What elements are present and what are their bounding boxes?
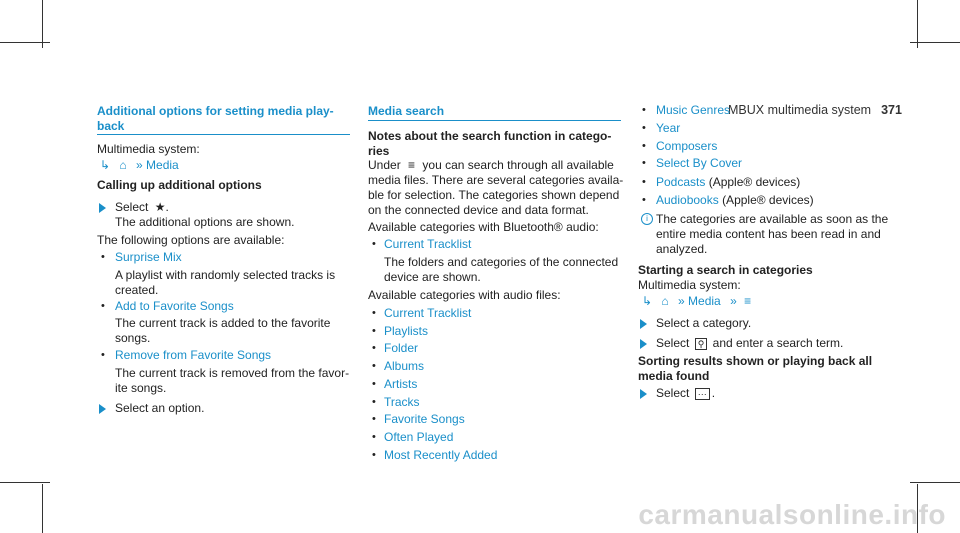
bullet: •	[372, 449, 376, 461]
bullet: •	[372, 396, 376, 408]
option-desc: songs.	[115, 331, 151, 345]
chevron-right-icon: »	[678, 294, 685, 308]
path-media: Media	[688, 294, 721, 308]
subhead-starting-search: Starting a search in categories	[638, 263, 813, 277]
bullet: •	[372, 325, 376, 337]
cat-item: Music Genres	[656, 103, 731, 117]
podcasts-link: Podcasts	[656, 175, 706, 189]
page-number: 371	[881, 103, 902, 117]
bullet: •	[642, 104, 646, 116]
note-line: entire media content has been read in and	[656, 227, 881, 241]
crop-mark	[0, 482, 50, 483]
return-arrow-icon: ↳	[100, 158, 111, 172]
bullet: •	[642, 194, 646, 206]
home-icon: ⌂	[661, 294, 669, 308]
crop-mark	[917, 0, 918, 48]
cat-item: Composers	[656, 139, 718, 153]
watermark: carmanualsonline.info	[638, 499, 946, 530]
step-arrow-icon	[99, 203, 106, 213]
step-result: The additional options are shown.	[115, 215, 295, 229]
step-text-after: .	[165, 200, 169, 214]
subhead-notes	[368, 129, 611, 159]
bullet: •	[372, 342, 376, 354]
subhead-calling-up: Calling up additional options	[97, 178, 262, 192]
af-item: Often Played	[384, 430, 454, 444]
audiobooks-link: Audiobooks	[656, 193, 719, 207]
cat-item: Year	[656, 121, 681, 135]
af-item: Folder	[384, 341, 419, 355]
bullet: •	[101, 349, 105, 361]
step-arrow-icon	[640, 389, 647, 399]
cat-item-podcasts	[656, 175, 800, 190]
section-rule	[97, 134, 350, 135]
step-arrow-icon	[640, 319, 647, 329]
bullet: •	[372, 360, 376, 372]
bullet: •	[372, 378, 376, 390]
option-surprise-mix: Surprise Mix	[115, 250, 182, 264]
subhead-sorting	[638, 354, 872, 384]
cat-item-audiobooks	[656, 193, 814, 208]
search-icon: ⚲	[695, 338, 708, 350]
section-rule	[368, 120, 621, 121]
step-select-more	[656, 386, 715, 401]
home-icon: ⌂	[119, 158, 127, 172]
af-item: Current Tracklist	[384, 306, 472, 320]
subhead-line: ries	[368, 144, 390, 158]
step-select-option: Select an option.	[115, 401, 205, 415]
step-arrow-icon	[640, 339, 647, 349]
step-select-category: Select a category.	[656, 316, 752, 330]
subhead-line: Sorting results shown or playing back all	[638, 354, 873, 368]
bullet: •	[642, 157, 646, 169]
paragraph-line: media files. There are several categories availa-	[368, 173, 624, 187]
page-header	[728, 103, 902, 117]
paragraph-line: ble for selection. The categories shown depend	[368, 188, 620, 202]
star-icon: ★	[154, 200, 166, 214]
af-item: Favorite Songs	[384, 412, 465, 426]
section-title-media-search: Media search	[368, 104, 445, 118]
bullet: •	[642, 140, 646, 152]
system-label: Multimedia system:	[97, 142, 200, 156]
cat-item: Select By Cover	[656, 156, 743, 170]
section-title-line: back	[97, 119, 125, 133]
chevron-right-icon: »	[136, 158, 143, 172]
step-text: Select	[656, 386, 690, 400]
system-label: Multimedia system:	[638, 278, 741, 292]
note-line: The categories are available as soon as the	[656, 212, 889, 226]
bullet: •	[642, 122, 646, 134]
return-arrow-icon: ↳	[642, 294, 653, 308]
nav-path	[100, 158, 179, 173]
af-item: Albums	[384, 359, 425, 373]
option-desc: The current track is added to the favorite	[115, 316, 331, 330]
podcasts-suffix: (Apple® devices)	[708, 175, 801, 189]
path-media: Media	[146, 158, 179, 172]
af-item: Most Recently Added	[384, 448, 498, 462]
note-line: analyzed.	[656, 242, 708, 256]
step-text: Select	[656, 336, 690, 350]
audio-files-intro: Available categories with audio files:	[368, 288, 561, 302]
info-icon: i	[641, 213, 653, 225]
subhead-line: media found	[638, 369, 710, 383]
header-title: MBUX multimedia system	[728, 103, 872, 117]
menu-list-icon: ≡	[408, 158, 416, 172]
crop-mark	[910, 482, 960, 483]
option-desc: ite songs.	[115, 381, 167, 395]
bluetooth-intro: Available categories with Bluetooth® audio:	[368, 220, 599, 234]
chevron-right-icon: »	[730, 294, 737, 308]
option-add-favorite: Add to Favorite Songs	[115, 299, 234, 313]
step-text-after: .	[711, 386, 716, 400]
bullet: •	[372, 238, 376, 250]
text: you can search through all available	[422, 158, 614, 172]
bullet: •	[372, 413, 376, 425]
options-intro: The following options are available:	[97, 233, 285, 247]
step-text: Select	[115, 200, 149, 214]
step-text: and enter a search term.	[712, 336, 844, 350]
audiobooks-suffix: (Apple® devices)	[722, 193, 814, 207]
option-desc: A playlist with randomly selected tracks is	[115, 268, 336, 282]
bt-current-tracklist: Current Tracklist	[384, 237, 472, 251]
section-title-additional-options	[97, 104, 334, 134]
option-remove-favorite: Remove from Favorite Songs	[115, 348, 272, 362]
step-arrow-icon	[99, 404, 106, 414]
menu-list-icon: ≡	[744, 294, 752, 308]
af-item: Playlists	[384, 324, 429, 338]
bt-desc: device are shown.	[384, 270, 481, 284]
crop-mark	[0, 42, 50, 43]
option-desc: created.	[115, 283, 159, 297]
paragraph-line: on the connected device and data format.	[368, 203, 589, 217]
bullet: •	[101, 251, 105, 263]
option-desc: The current track is removed from the favor-	[115, 366, 350, 380]
bullet: •	[372, 307, 376, 319]
text: Under	[368, 158, 401, 172]
subhead-line: Notes about the search function in catego-	[368, 129, 612, 143]
nav-path	[642, 294, 751, 309]
af-item: Tracks	[384, 395, 420, 409]
step-search	[656, 336, 843, 351]
bullet: •	[101, 300, 105, 312]
crop-mark	[42, 0, 43, 48]
more-options-icon: ···	[695, 388, 710, 400]
bullet: •	[372, 431, 376, 443]
crop-mark	[910, 42, 960, 43]
paragraph-line	[368, 158, 614, 173]
bullet: •	[642, 176, 646, 188]
bt-desc: The folders and categories of the connected	[384, 255, 619, 269]
step-select-star	[115, 200, 169, 215]
af-item: Artists	[384, 377, 418, 391]
section-title-line: Additional options for setting media play-	[97, 104, 334, 118]
